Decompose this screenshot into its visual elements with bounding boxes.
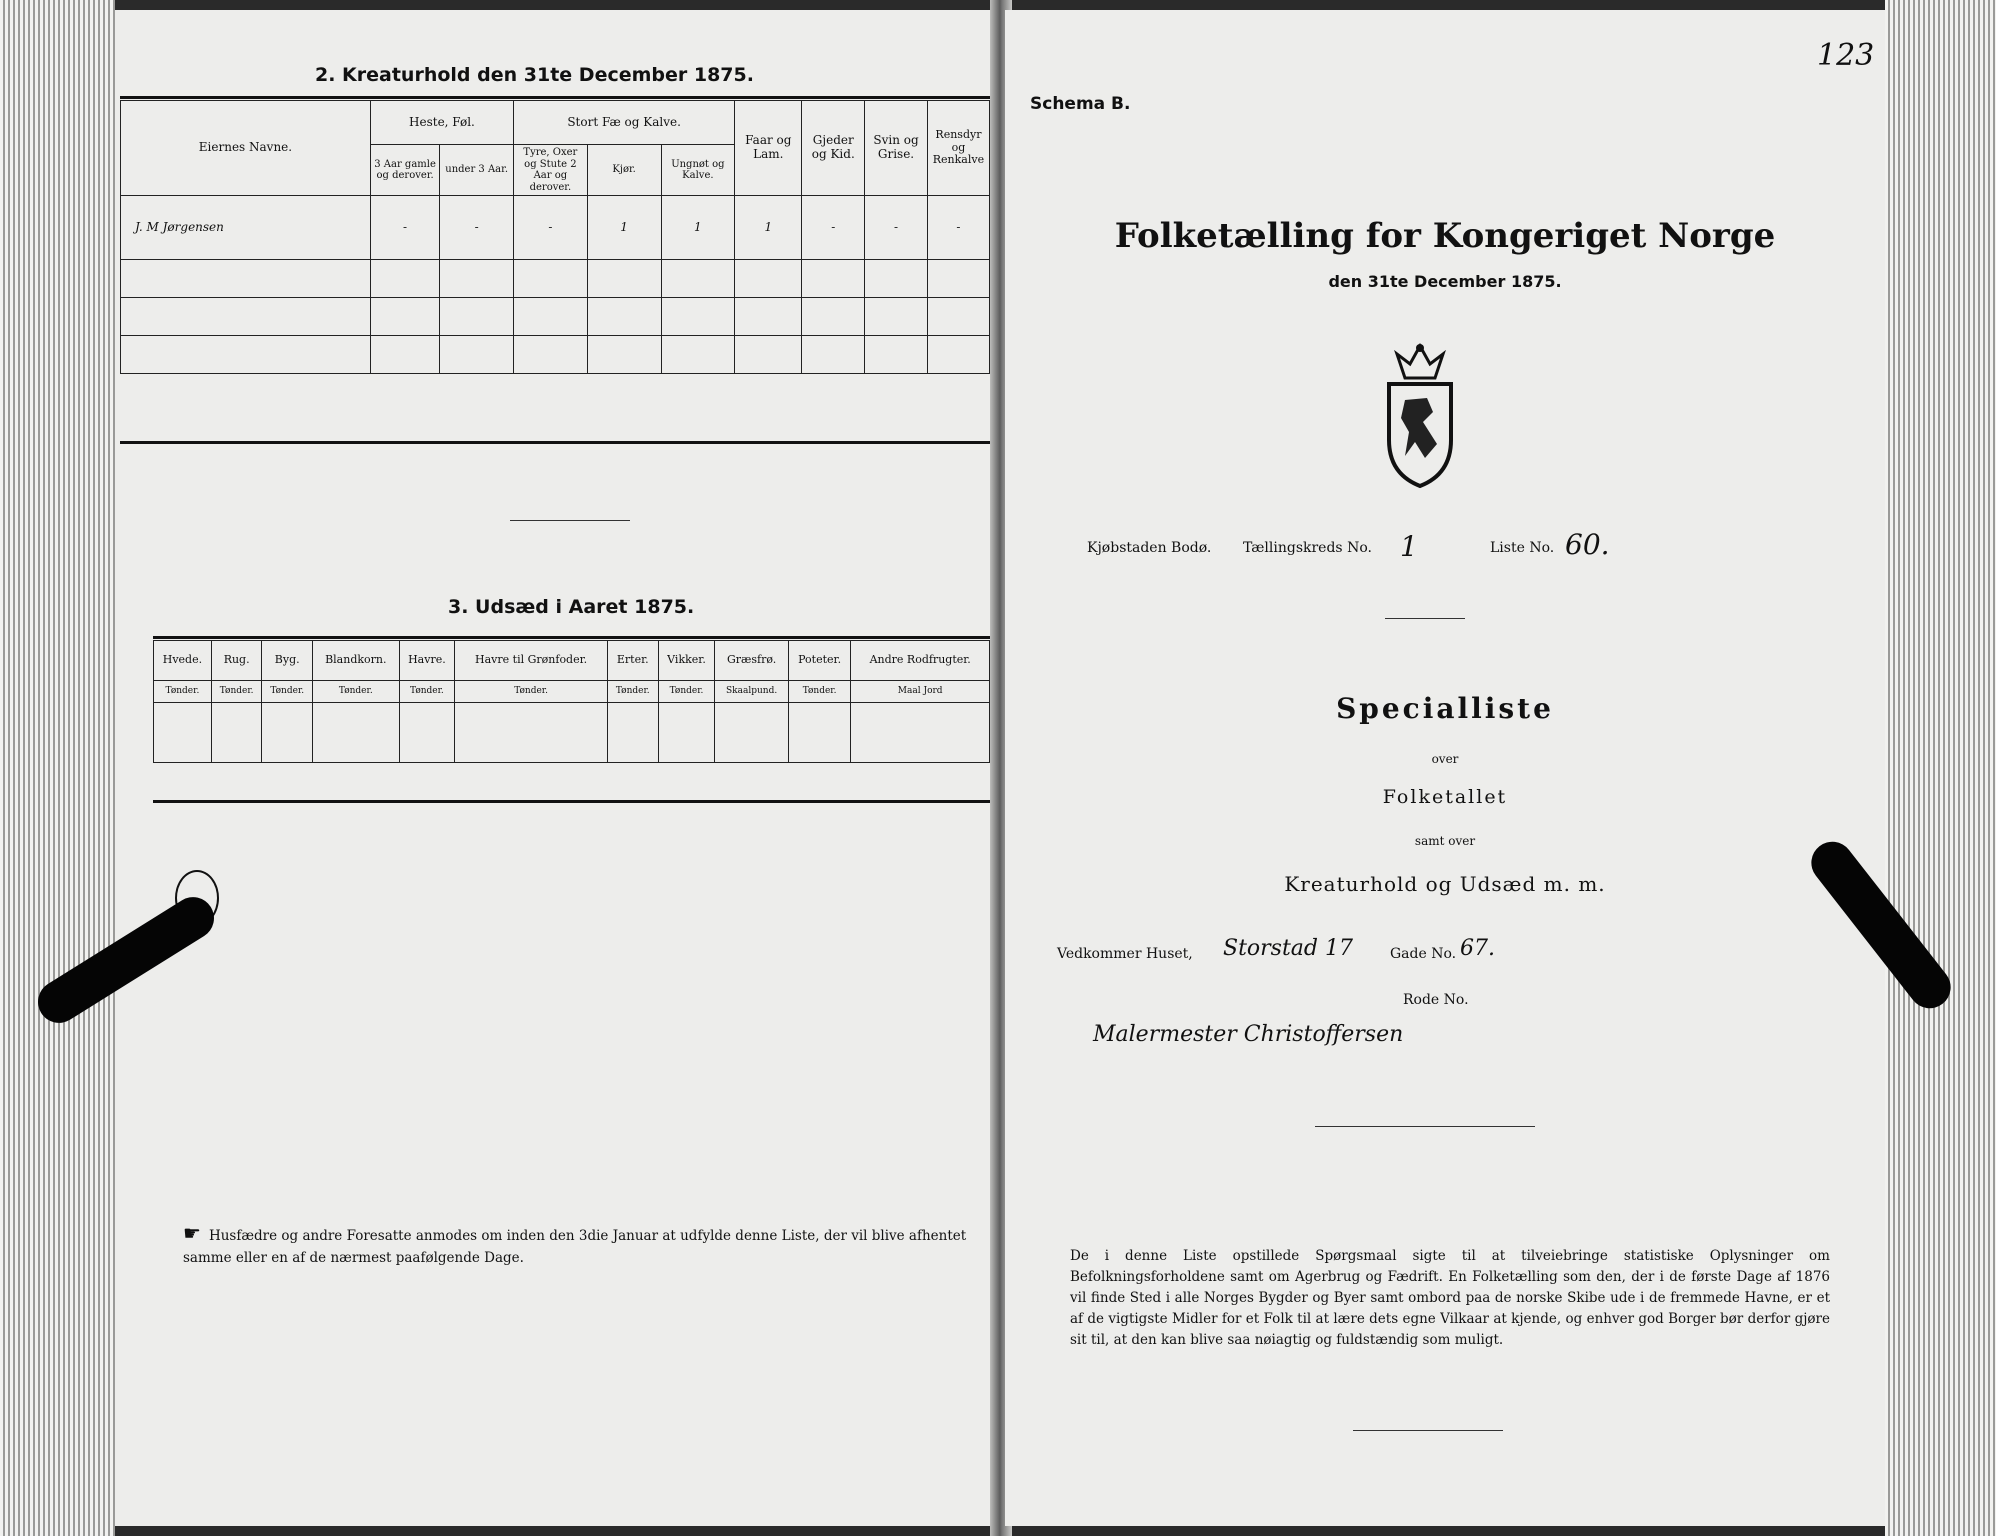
cell: -: [802, 196, 865, 260]
coat-of-arms-icon: [1375, 340, 1465, 490]
pointing-hand-icon: ☛: [183, 1221, 201, 1245]
crop-header: Havre til Grønfoder.: [455, 641, 608, 681]
crop-header: Blandkorn.: [312, 641, 399, 681]
kreds-value: 1: [1400, 530, 1418, 563]
liste-label: Liste No.: [1490, 540, 1555, 556]
divider: [1353, 1430, 1503, 1431]
header-gjeder: Gjeder og Kid.: [802, 101, 865, 196]
cell: -: [440, 196, 514, 260]
table-row: [121, 298, 990, 336]
cell: [788, 703, 851, 763]
schema-label: Schema B.: [1030, 94, 1131, 114]
header-owner: Eiernes Navne.: [121, 101, 371, 196]
unit-label: Tønder.: [658, 681, 715, 703]
liste-value: 60.: [1565, 528, 1610, 561]
sub-ungnot: Ungnøt og Kalve.: [661, 145, 735, 196]
samt-over-label: samt over: [1414, 834, 1476, 848]
sub-under3: under 3 Aar.: [440, 145, 514, 196]
cell: [312, 703, 399, 763]
house-value: Storstad 17: [1223, 936, 1353, 961]
cell: [455, 703, 608, 763]
crop-header: Havre.: [399, 641, 455, 681]
body-paragraph: De i denne Liste opstillede Spørgsmaal sigte til at tilveiebringe statistiske Oplysninger om Befolkningsforholdene samt om Agerbrug og Fædrift. En Folketælling som den, der i de første Dage af 1876 vil finde Sted i alle Norges Bygder og Byer samt ombord paa de norske Skibe ude i de fremmede Havne, er et af de vigtigste Midler for et Folk til at lære dets egne Vilkaar at kjende, og enhver god Borger bør derfor gjøre sit til, at den kan blive saa nøiagtig og fuldstændig som muligt.: [1070, 1248, 1830, 1348]
sub-tyre: Tyre, Oxer og Stute 2 Aar og derover.: [514, 145, 588, 196]
house-label: Vedkommer Huset,: [1057, 946, 1193, 962]
notice-block: [183, 1222, 973, 1269]
cell: -: [865, 196, 928, 260]
udsaed-table: [153, 640, 990, 763]
page-number: 123: [1817, 38, 1875, 73]
folketallet-label: Folketallet: [1382, 786, 1508, 808]
specialliste-title: Specialliste: [1336, 692, 1554, 725]
sub-kjor: Kjør.: [587, 145, 661, 196]
cell: [658, 703, 715, 763]
unit-label: Tønder.: [211, 681, 262, 703]
divider: [1315, 1126, 1535, 1127]
header-rensdyr: Rensdyr og Renkalve: [927, 101, 989, 196]
owner-handwriting: Malermester Christoffersen: [1093, 1022, 1404, 1047]
udsaed-bottom-rule: [153, 800, 990, 803]
cell: 1: [661, 196, 735, 260]
cell: -: [514, 196, 588, 260]
header-stort-fae: Stort Fæ og Kalve.: [514, 101, 735, 145]
cell: [715, 703, 788, 763]
cell: 1: [587, 196, 661, 260]
unit-label: Tønder.: [607, 681, 658, 703]
unit-label: Skaalpund.: [715, 681, 788, 703]
page-edges-right: [1885, 0, 1996, 1536]
crop-header: Græsfrø.: [715, 641, 788, 681]
gade-label: Gade No.: [1390, 946, 1457, 962]
cell: 1: [735, 196, 802, 260]
crop-header: Vikker.: [658, 641, 715, 681]
udsaed-top-rule: [153, 636, 990, 639]
unit-label: Tønder.: [262, 681, 313, 703]
unit-label: Tønder.: [788, 681, 851, 703]
kreds-label: Tællingskreds No.: [1243, 540, 1372, 556]
cell: [211, 703, 262, 763]
divider: [1385, 618, 1465, 619]
gade-value: 67.: [1460, 936, 1495, 961]
sub-3aar: 3 Aar gamle og derover.: [370, 145, 439, 196]
section3-title: 3. Udsæd i Aaret 1875.: [448, 596, 695, 618]
table-row: [154, 703, 990, 763]
unit-label: Tønder.: [399, 681, 455, 703]
table-row: [121, 260, 990, 298]
unit-label: Maal Jord: [851, 681, 990, 703]
kreaturhold-label: Kreaturhold og Udsæd m. m.: [1284, 872, 1606, 896]
cell: -: [927, 196, 989, 260]
crop-header: Hvede.: [154, 641, 212, 681]
crop-header: Andre Rodfrugter.: [851, 641, 990, 681]
crop-header: Erter.: [607, 641, 658, 681]
crop-header: Poteter.: [788, 641, 851, 681]
main-title: Folketælling for Kongeriget Norge: [1114, 216, 1776, 256]
unit-label: Tønder.: [312, 681, 399, 703]
table-row: [121, 196, 990, 260]
header-heste: Heste, Føl.: [370, 101, 513, 145]
section2-title: 2. Kreaturhold den 31te December 1875.: [315, 64, 754, 86]
cell: [262, 703, 313, 763]
cell: [154, 703, 212, 763]
owner-name: J. M Jørgensen: [121, 196, 371, 260]
unit-label: Tønder.: [455, 681, 608, 703]
date-line: den 31te December 1875.: [1328, 272, 1562, 291]
left-page: [115, 10, 995, 1526]
divider: [510, 520, 630, 521]
over-label: over: [1431, 752, 1459, 766]
table-bottom-rule: [120, 441, 990, 444]
cell: -: [370, 196, 439, 260]
header-faar: Faar og Lam.: [735, 101, 802, 196]
right-page: [1005, 10, 1885, 1526]
top-rule: [120, 96, 990, 99]
cell: [399, 703, 455, 763]
unit-label: Tønder.: [154, 681, 212, 703]
location-label: Kjøbstaden Bodø.: [1087, 540, 1212, 556]
notice-text: Husfædre og andre Foresatte anmodes om inden den 3die Januar at udfylde denne Liste, der vil blive afhentet samme eller en af de nærmest paafølgende Dage.: [183, 1228, 967, 1266]
table-row: [121, 336, 990, 374]
header-svin: Svin og Grise.: [865, 101, 928, 196]
page-edges-left: [0, 0, 115, 1536]
livestock-table: [120, 100, 990, 374]
cell: [607, 703, 658, 763]
cell: [851, 703, 990, 763]
crop-header: Byg.: [262, 641, 313, 681]
rode-label: Rode No.: [1403, 992, 1469, 1008]
crop-header: Rug.: [211, 641, 262, 681]
